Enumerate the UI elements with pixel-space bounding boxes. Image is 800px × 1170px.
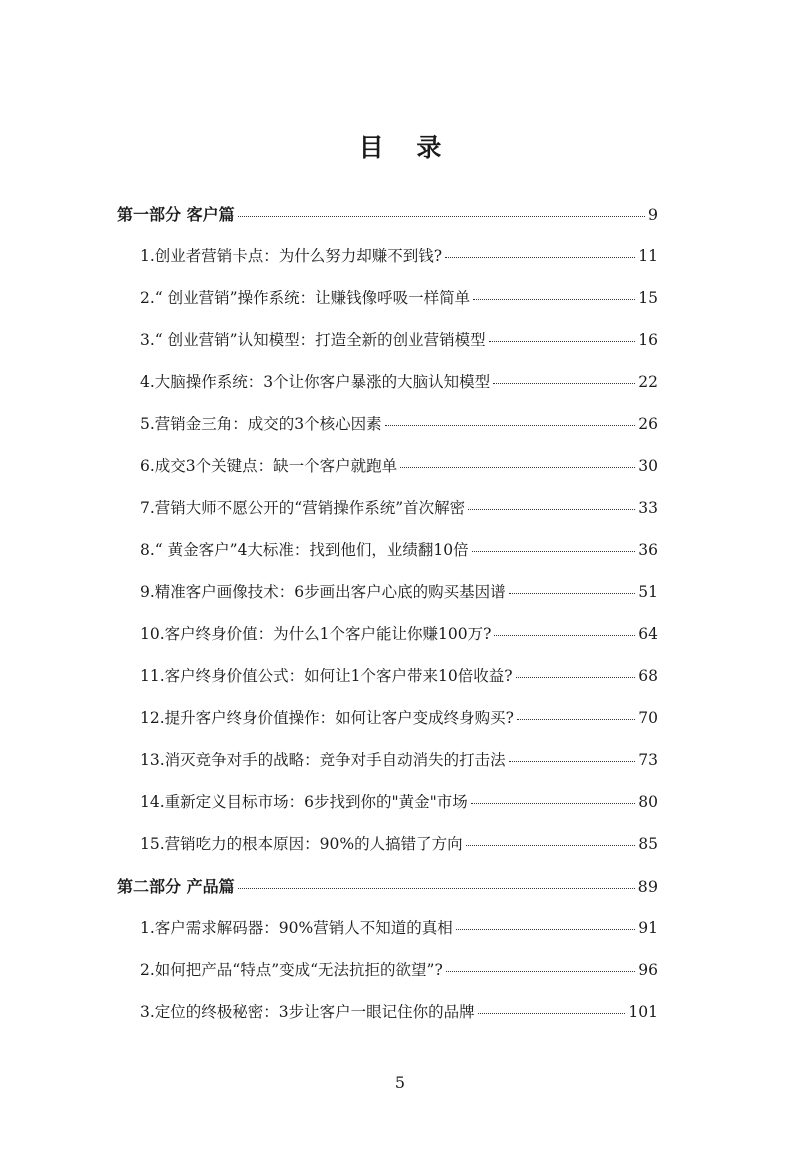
toc-entry-text: 5.营销金三角：成交的3个核心因素 (140, 415, 382, 433)
toc-chapter[interactable] (140, 617, 658, 659)
toc-entry-text: 第一部分 客户篇 (117, 205, 235, 224)
dot-leader (509, 761, 636, 762)
toc-chapter[interactable] (140, 953, 658, 995)
toc-entry-page: 64 (638, 625, 658, 643)
toc-chapter[interactable] (140, 407, 658, 449)
toc-entry-text: 2.如何把产品“特点”变成“无法抗拒的欲望”? (140, 961, 443, 979)
toc-entry-page: 9 (647, 205, 658, 224)
toc-entry-text: 第二部分 产品篇 (117, 877, 235, 896)
toc-entry-page: 30 (638, 457, 658, 475)
toc-entry-page: 70 (638, 709, 658, 727)
toc-entry-page: 96 (638, 961, 658, 979)
toc-chapter[interactable] (140, 323, 658, 365)
toc-entry-text: 3.定位的终极秘密：3步让客户一眼记住你的品牌 (140, 1003, 475, 1021)
toc-chapter[interactable] (140, 449, 658, 491)
table-of-contents (0, 197, 800, 1037)
toc-entry-text: 15.营销吃力的根本原因：90%的人搞错了方向 (140, 835, 463, 853)
toc-entry-page: 33 (638, 499, 658, 517)
toc-entry-text: 1.客户需求解码器：90%营销人不知道的真相 (140, 919, 453, 937)
toc-entry-text: 8.“ 黄金客户”4大标准：找到他们，业绩翻10倍 (140, 541, 469, 559)
toc-entry-text: 2.“ 创业营销”操作系统：让赚钱像呼吸一样简单 (140, 289, 471, 307)
toc-chapter[interactable] (140, 491, 658, 533)
toc-entry-text: 9.精准客户画像技术：6步画出客户心底的购买基因谱 (140, 583, 506, 601)
toc-entry-page: 89 (637, 877, 658, 896)
dot-leader (489, 341, 636, 342)
toc-entry-text: 6.成交3个关键点：缺一个客户就跑单 (140, 457, 398, 475)
toc-entry-page: 26 (638, 415, 658, 433)
page-title: 目 录 (358, 133, 454, 162)
toc-entry-page: 68 (638, 667, 658, 685)
dot-leader (516, 677, 636, 678)
dot-leader (385, 425, 636, 426)
toc-entry-page: 36 (638, 541, 658, 559)
toc-entry-page: 11 (638, 247, 658, 265)
dot-leader (494, 635, 635, 636)
toc-entry-text: 10.客户终身价值：为什么1个客户能让你赚100万? (140, 625, 492, 643)
toc-part-2[interactable] (117, 869, 658, 911)
toc-chapter[interactable] (140, 911, 658, 953)
toc-chapter[interactable] (140, 281, 658, 323)
toc-entry-text: 3.“ 创业营销”认知模型：打造全新的创业营销模型 (140, 331, 486, 349)
dot-leader (493, 383, 635, 384)
dot-leader (400, 467, 635, 468)
page-number: 5 (394, 1073, 406, 1092)
toc-entry-text: 13.消灭竞争对手的战略：竞争对手自动消失的打击法 (140, 751, 506, 769)
toc-entry-text: 4.大脑操作系统：3个让你客户暴涨的大脑认知模型 (140, 373, 491, 391)
toc-entry-text: 14.重新定义目标市场：6步找到你的"黄金"市场 (140, 793, 468, 811)
toc-entry-page: 16 (638, 331, 658, 349)
toc-entry-page: 73 (638, 751, 658, 769)
toc-part-1[interactable] (117, 197, 658, 239)
toc-chapter[interactable] (140, 365, 658, 407)
toc-entry-page: 15 (638, 289, 658, 307)
toc-entry-page: 22 (638, 373, 658, 391)
toc-entry-text: 1.创业者营销卡点：为什么努力却赚不到钱? (140, 247, 443, 265)
toc-entry-text: 11.客户终身价值公式：如何让1个客户带来10倍收益? (140, 667, 513, 685)
toc-entry-text: 7.营销大师不愿公开的“营销操作系统”首次解密 (140, 499, 466, 517)
toc-chapter[interactable] (140, 785, 658, 827)
toc-entry-page: 51 (638, 583, 658, 601)
dot-leader (478, 1013, 626, 1014)
toc-entry-page: 101 (628, 1003, 658, 1021)
toc-chapter[interactable] (140, 995, 658, 1037)
dot-leader (473, 299, 635, 300)
toc-chapter[interactable] (140, 659, 658, 701)
dot-leader (517, 719, 635, 720)
toc-chapter[interactable] (140, 239, 658, 281)
toc-entry-page: 85 (638, 835, 658, 853)
dot-leader (445, 257, 635, 258)
toc-chapter[interactable] (140, 827, 658, 869)
dot-leader (466, 845, 636, 846)
toc-chapter[interactable] (140, 533, 658, 575)
dot-leader (471, 803, 635, 804)
toc-entry-page: 80 (638, 793, 658, 811)
toc-entry-page: 91 (638, 919, 658, 937)
dot-leader (238, 888, 635, 889)
toc-entry-text: 12.提升客户终身价值操作：如何让客户变成终身购买? (140, 709, 514, 727)
dot-leader (509, 593, 636, 594)
toc-chapter[interactable] (140, 743, 658, 785)
toc-chapter[interactable] (140, 701, 658, 743)
dot-leader (472, 551, 636, 552)
dot-leader (468, 509, 635, 510)
dot-leader (456, 929, 636, 930)
dot-leader (446, 971, 635, 972)
dot-leader (238, 216, 645, 217)
toc-chapter[interactable] (140, 575, 658, 617)
